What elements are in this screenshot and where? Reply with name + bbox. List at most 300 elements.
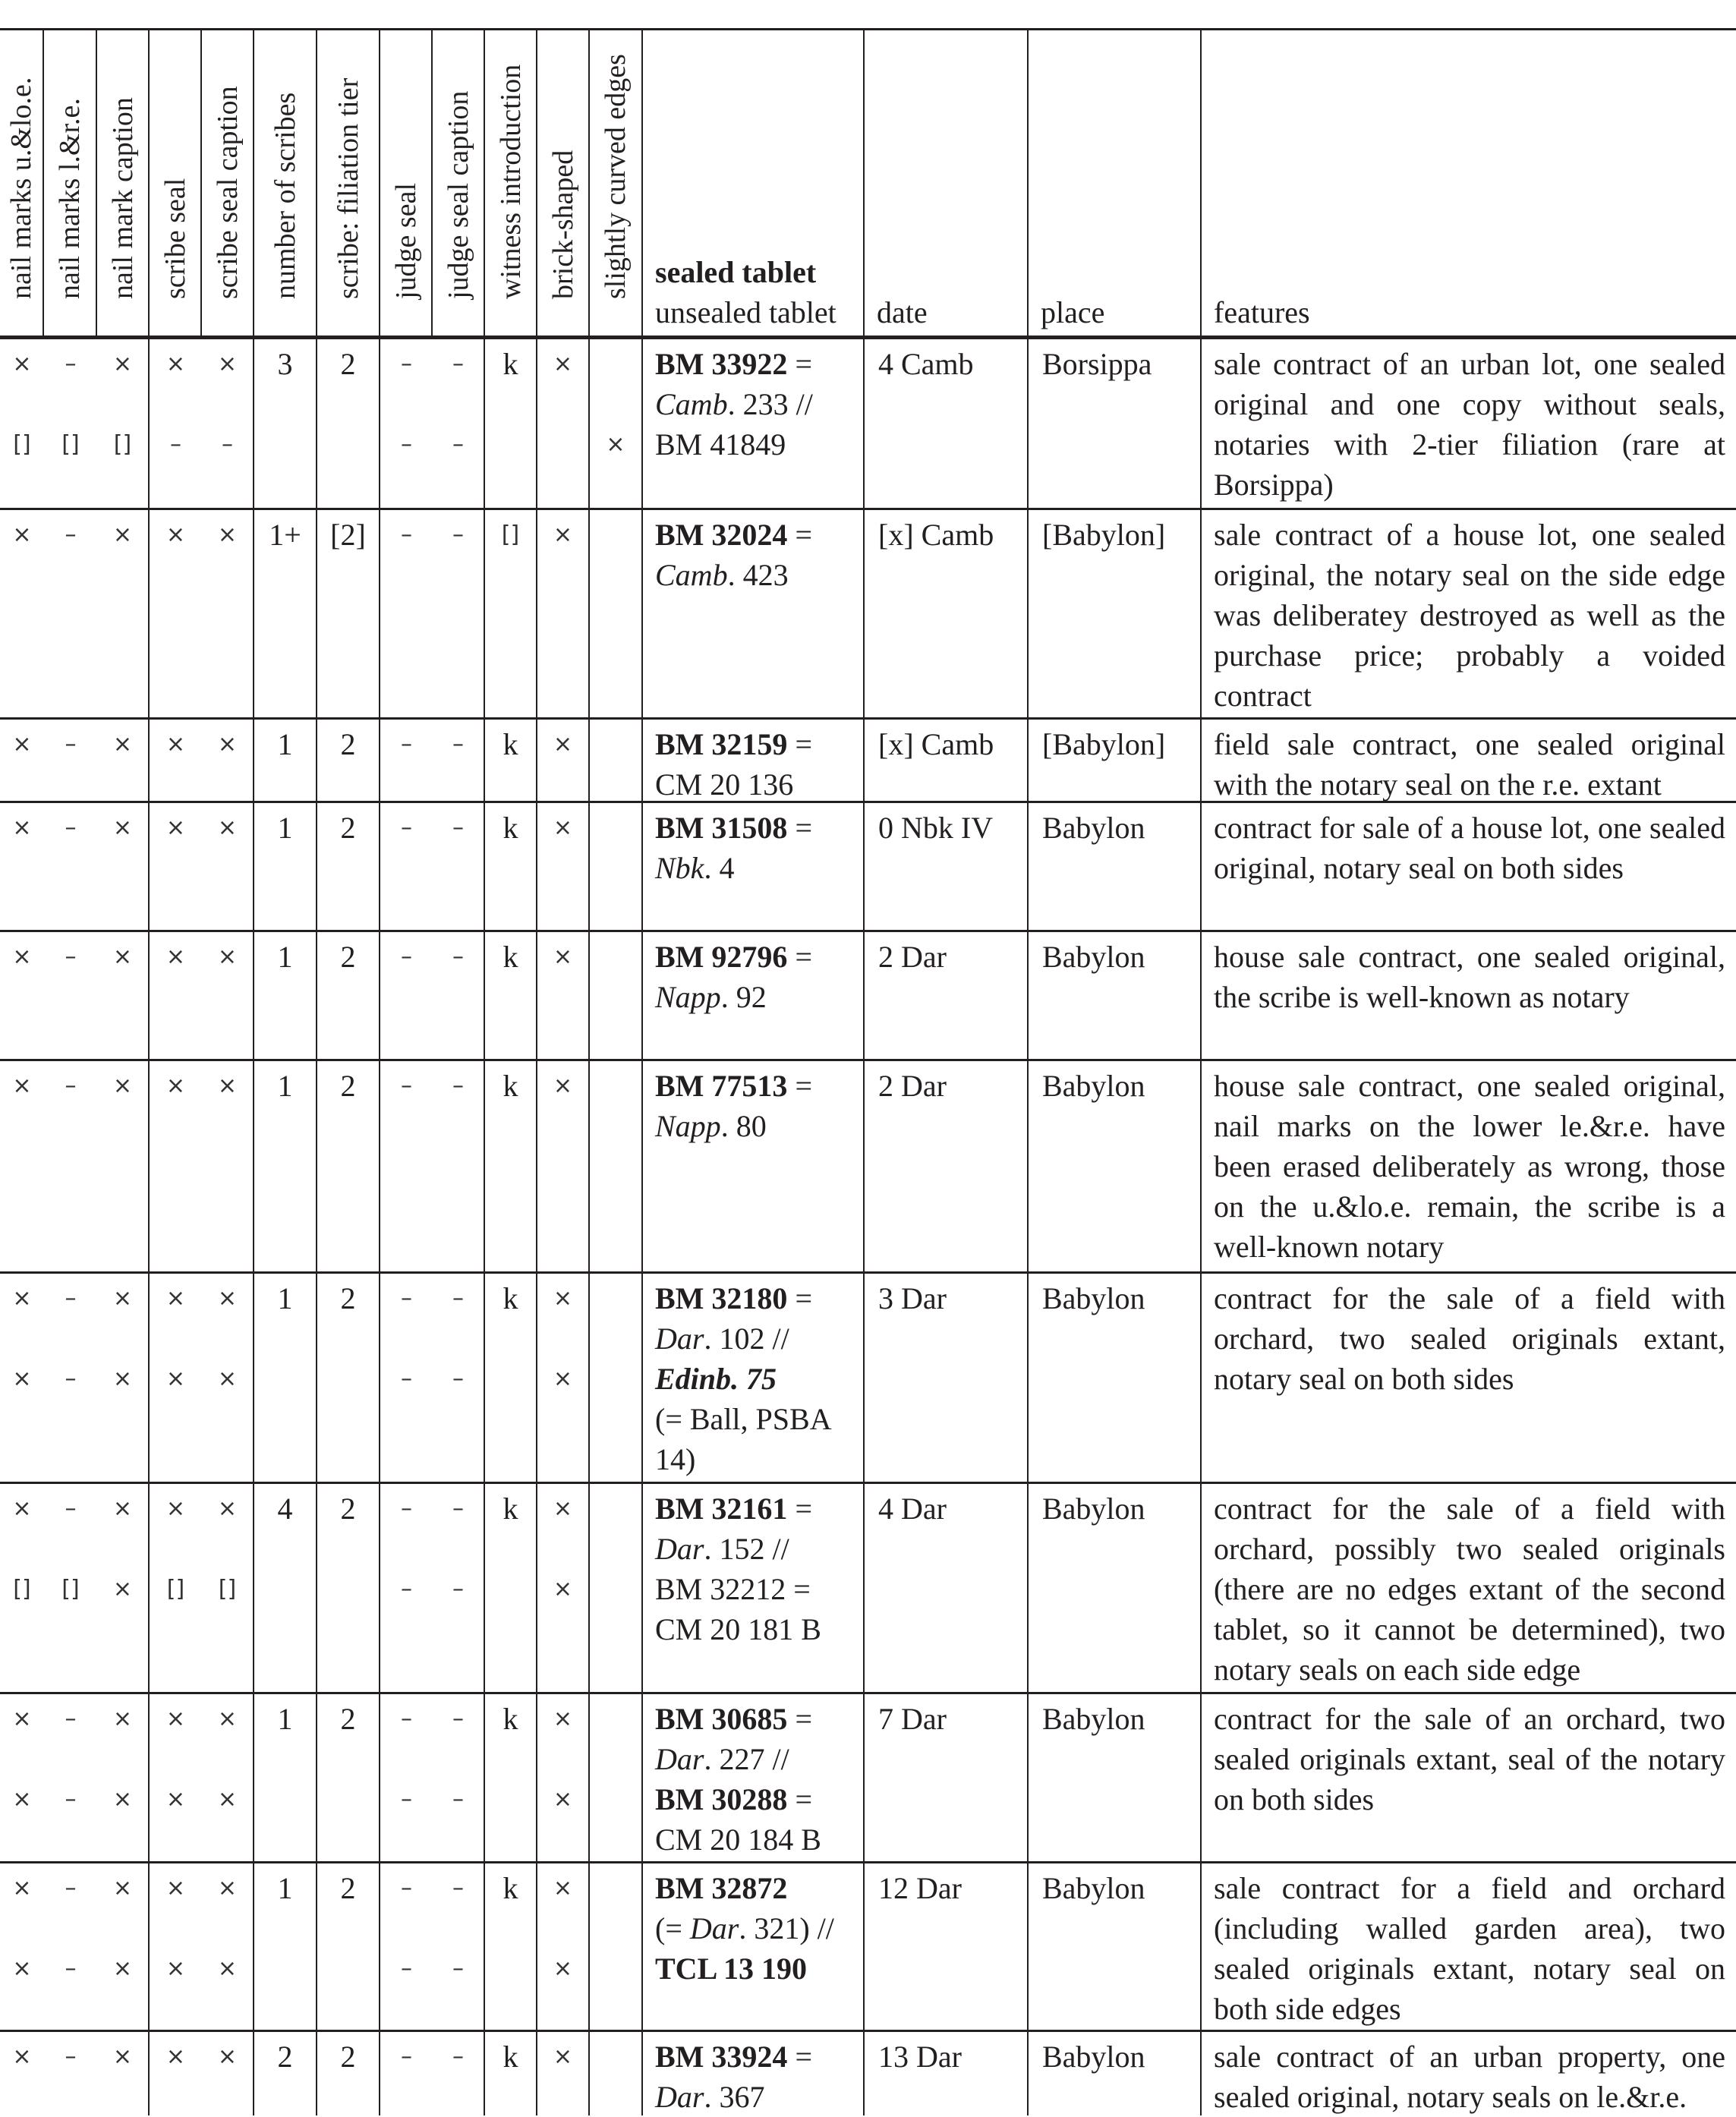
cell-features bbox=[1202, 339, 1736, 508]
tablet-reference bbox=[655, 344, 852, 465]
header-cell-witness-intro bbox=[485, 30, 537, 336]
mark-value: 2 bbox=[340, 1492, 356, 1526]
cell-judge-seal bbox=[380, 803, 433, 930]
cell-date bbox=[865, 1484, 1029, 1692]
mark-value: – bbox=[401, 1576, 412, 1602]
cell-scribe-seal bbox=[150, 510, 202, 717]
header-cell-curved-edges bbox=[590, 30, 643, 336]
date-value: [x] Camb bbox=[878, 518, 994, 552]
place-value: Babylon bbox=[1042, 2040, 1145, 2074]
mark-value: – bbox=[452, 1285, 464, 1312]
cell-nail-ulo bbox=[0, 1274, 44, 1482]
table-row bbox=[0, 1863, 1736, 2032]
mark-value: – bbox=[65, 1786, 77, 1813]
mark-value: × bbox=[112, 1955, 133, 1982]
place-value: Babylon bbox=[1042, 1492, 1145, 1526]
mark-value: × bbox=[553, 944, 573, 970]
vertical-header-wrap bbox=[0, 30, 43, 329]
mark-value: – bbox=[452, 1706, 464, 1732]
tablet-reference-segment: BM 32161 bbox=[655, 1492, 788, 1526]
mark-value: × bbox=[217, 1706, 238, 1732]
mark-value: × bbox=[553, 731, 573, 758]
mark-value: 2 bbox=[340, 347, 356, 381]
mark-value: 1 bbox=[277, 940, 293, 974]
tablet-reference-segment: . 102 // bbox=[704, 1322, 789, 1356]
mark-value: – bbox=[65, 731, 77, 758]
mark-value: – bbox=[452, 731, 464, 758]
cell-brick-shaped bbox=[537, 1694, 590, 1861]
column-header-label: number of scribes bbox=[269, 92, 301, 299]
cell-date bbox=[865, 932, 1029, 1059]
cell-features bbox=[1202, 510, 1736, 717]
cell-nail-lr bbox=[44, 1274, 97, 1482]
mark-value: – bbox=[452, 1576, 464, 1602]
place-value: [Babylon] bbox=[1042, 518, 1166, 552]
cell-place bbox=[1029, 510, 1202, 717]
mark-value: × bbox=[553, 1073, 573, 1099]
cell-nail-caption bbox=[97, 1694, 150, 1861]
table-row bbox=[0, 1061, 1736, 1274]
cell-filiation-tier bbox=[317, 1061, 380, 1271]
cell-witness-intro bbox=[485, 1694, 537, 1861]
mark-value: × bbox=[112, 731, 133, 758]
mark-value: × bbox=[165, 1495, 186, 1522]
tablet-reference-segment: Dar bbox=[655, 1742, 704, 1776]
mark-value: × bbox=[553, 351, 573, 377]
cell-place bbox=[1029, 803, 1202, 930]
mark-value: × bbox=[112, 1786, 133, 1813]
cell-brick-shaped bbox=[537, 1274, 590, 1482]
features-text: field sale contract, one sealed original with the notary seal on the r.e. extant bbox=[1214, 727, 1725, 802]
date-value: 12 Dar bbox=[878, 1871, 962, 1905]
tablet-reference-line bbox=[655, 1739, 852, 1779]
mark-value: × bbox=[553, 1285, 573, 1312]
cell-features bbox=[1202, 803, 1736, 930]
mark-value: k bbox=[503, 2040, 518, 2074]
cell-tablet bbox=[643, 720, 865, 801]
place-value: Borsippa bbox=[1042, 347, 1152, 381]
tablet-reference-line bbox=[655, 2077, 852, 2117]
mark-value: k bbox=[503, 940, 518, 974]
tablet-reference-segment: TCL 13 190 bbox=[655, 1952, 808, 1986]
header-cell-scribe-seal-caption bbox=[202, 30, 254, 336]
tablet-reference-segment: BM 41849 bbox=[655, 427, 786, 462]
tablet-reference-segment: . 423 bbox=[727, 558, 789, 592]
tablet-reference-segment: Dar bbox=[655, 1532, 704, 1566]
table-row bbox=[0, 339, 1736, 510]
cell-filiation-tier bbox=[317, 2032, 380, 2115]
tablet-reference-segment: BM 33922 bbox=[655, 347, 788, 381]
mark-value: [] bbox=[113, 431, 132, 458]
tablet-reference bbox=[655, 1699, 852, 1860]
mark-value: × bbox=[217, 944, 238, 970]
column-header-label: brick-shaped bbox=[547, 150, 579, 299]
mark-value: × bbox=[112, 1495, 133, 1522]
table-row bbox=[0, 803, 1736, 932]
cell-nail-ulo bbox=[0, 932, 44, 1059]
mark-value: – bbox=[65, 521, 77, 548]
mark-value: × bbox=[112, 521, 133, 548]
mark-value: × bbox=[12, 1706, 32, 1732]
cell-brick-shaped bbox=[537, 932, 590, 1059]
mark-value: – bbox=[222, 431, 233, 458]
mark-value: – bbox=[401, 1706, 412, 1732]
cell-nail-lr bbox=[44, 1694, 97, 1861]
cell-scribe-seal-caption bbox=[202, 1061, 254, 1271]
tablet-reference-line bbox=[655, 1359, 852, 1399]
tablet-reference-line bbox=[655, 1439, 852, 1479]
tablet-reference-segment: BM 33924 bbox=[655, 2040, 788, 2074]
tablet-reference-segment: . 152 // bbox=[704, 1532, 789, 1566]
mark-value: – bbox=[65, 1706, 77, 1732]
tablet-reference-line bbox=[655, 1819, 852, 1860]
cell-nail-lr bbox=[44, 339, 97, 508]
mark-value: [] bbox=[61, 431, 80, 458]
vertical-header-wrap bbox=[590, 30, 641, 329]
cell-filiation-tier bbox=[317, 1484, 380, 1692]
cell-nail-caption bbox=[97, 339, 150, 508]
mark-value: × bbox=[217, 1073, 238, 1099]
tablet-reference-segment: 14) bbox=[655, 1442, 696, 1476]
cell-curved-edges bbox=[590, 1274, 643, 1482]
mark-value: 2 bbox=[340, 940, 356, 974]
place-value: Babylon bbox=[1042, 1281, 1145, 1315]
tablet-reference-segment: Napp bbox=[655, 1109, 721, 1143]
mark-value: – bbox=[452, 1495, 464, 1522]
tablet-reference-segment: CM 20 184 B bbox=[655, 1822, 821, 1857]
features-text: contract for the sale of a field with orchard, two sealed originals extant, notary seal on both sides bbox=[1214, 1281, 1725, 1396]
mark-value: × bbox=[112, 351, 133, 377]
cell-tablet bbox=[643, 932, 865, 1059]
tablet-reference bbox=[655, 515, 852, 595]
table-row bbox=[0, 932, 1736, 1061]
tablet-reference-segment: BM 31508 bbox=[655, 811, 788, 845]
mark-value: × bbox=[165, 2043, 186, 2070]
mark-value: × bbox=[12, 1285, 32, 1312]
cell-nail-caption bbox=[97, 2032, 150, 2115]
cell-place bbox=[1029, 339, 1202, 508]
cell-curved-edges bbox=[590, 932, 643, 1059]
header-cell-nail-ulo bbox=[0, 30, 44, 336]
mark-value: – bbox=[452, 351, 464, 377]
tablet-reference-line bbox=[655, 1489, 852, 1529]
mark-value: – bbox=[65, 2043, 77, 2070]
mark-value: × bbox=[553, 1495, 573, 1522]
mark-value: 2 bbox=[340, 1871, 356, 1905]
header-cell-nail-lr bbox=[44, 30, 97, 336]
mark-value: × bbox=[217, 1285, 238, 1312]
mark-value: × bbox=[217, 1955, 238, 1982]
tablet-reference-line bbox=[655, 1399, 852, 1439]
mark-value: × bbox=[112, 1366, 133, 1392]
cell-judge-seal-caption bbox=[433, 1274, 485, 1482]
cell-scribe-seal bbox=[150, 1061, 202, 1271]
mark-value: × bbox=[165, 1955, 186, 1982]
date-value: 4 Camb bbox=[878, 347, 974, 381]
table-row bbox=[0, 720, 1736, 803]
table-row bbox=[0, 1694, 1736, 1863]
tablet-reference-line bbox=[655, 1106, 852, 1146]
place-value: [Babylon] bbox=[1042, 727, 1166, 761]
mark-value: × bbox=[165, 351, 186, 377]
tablet-reference-segment: BM 30685 bbox=[655, 1702, 788, 1736]
cell-num-scribes bbox=[254, 339, 317, 508]
tablet-reference-line bbox=[655, 977, 852, 1017]
mark-value: [] bbox=[13, 431, 31, 458]
tablet-reference-segment: BM 32872 bbox=[655, 1871, 788, 1905]
tablet-reference-segment: . 92 bbox=[720, 980, 767, 1014]
mark-value: × bbox=[217, 351, 238, 377]
tablet-reference-segment: = bbox=[787, 811, 812, 845]
tablet-reference-segment: . 227 // bbox=[704, 1742, 789, 1776]
tablet-reference-segment: . 321) // bbox=[739, 1911, 834, 1945]
cell-features bbox=[1202, 1274, 1736, 1482]
mark-value: × bbox=[112, 1576, 133, 1602]
column-header-label-text: features bbox=[1214, 295, 1310, 329]
table-header bbox=[0, 28, 1736, 339]
mark-value: × bbox=[217, 2043, 238, 2070]
cell-filiation-tier bbox=[317, 1863, 380, 2030]
cell-judge-seal bbox=[380, 1484, 433, 1692]
cell-scribe-seal bbox=[150, 2032, 202, 2115]
mark-value: × bbox=[606, 431, 625, 458]
cell-filiation-tier bbox=[317, 1694, 380, 1861]
mark-value: × bbox=[12, 814, 32, 841]
cell-place bbox=[1029, 1484, 1202, 1692]
cell-witness-intro bbox=[485, 720, 537, 801]
cell-tablet bbox=[643, 1484, 865, 1692]
tablet-reference-line bbox=[655, 1779, 852, 1819]
place-value: Babylon bbox=[1042, 811, 1145, 845]
features-text: contract for sale of a house lot, one sealed original, notary seal on both sides bbox=[1214, 811, 1725, 885]
mark-value: × bbox=[217, 814, 238, 841]
mark-value: × bbox=[165, 1706, 186, 1732]
column-header-label: judge seal bbox=[389, 182, 422, 299]
cell-judge-seal-caption bbox=[433, 2032, 485, 2115]
cell-features bbox=[1202, 932, 1736, 1059]
tablet-reference-segment: BM 32180 bbox=[655, 1281, 788, 1315]
mark-value: – bbox=[170, 431, 181, 458]
mark-value: – bbox=[401, 521, 412, 548]
mark-value: × bbox=[165, 1875, 186, 1901]
mark-value: k bbox=[503, 811, 518, 845]
tablet-reference-segment: CM 20 181 B bbox=[655, 1612, 821, 1646]
cell-curved-edges bbox=[590, 1863, 643, 2030]
cell-date bbox=[865, 339, 1029, 508]
mark-value: – bbox=[401, 351, 412, 377]
mark-value: k bbox=[503, 727, 518, 761]
tablet-reference-line bbox=[655, 1609, 852, 1649]
mark-value: × bbox=[12, 2043, 32, 2070]
column-header-label-text: place bbox=[1041, 295, 1105, 329]
mark-value: – bbox=[65, 1495, 77, 1522]
vertical-header-wrap bbox=[97, 30, 148, 329]
mark-value: × bbox=[553, 1875, 573, 1901]
mark-value: 2 bbox=[277, 2040, 293, 2074]
tablet-reference-line bbox=[655, 1908, 852, 1948]
mark-value: – bbox=[452, 1955, 464, 1982]
cell-nail-lr bbox=[44, 1484, 97, 1692]
table-row bbox=[0, 2032, 1736, 2115]
mark-value: 1 bbox=[277, 1702, 293, 1736]
mark-value: × bbox=[165, 1285, 186, 1312]
cell-nail-caption bbox=[97, 932, 150, 1059]
cell-scribe-seal-caption bbox=[202, 932, 254, 1059]
tablet-reference-segment: . 80 bbox=[720, 1109, 767, 1143]
mark-value: × bbox=[165, 1786, 186, 1813]
cell-curved-edges bbox=[590, 1061, 643, 1271]
cell-judge-seal-caption bbox=[433, 510, 485, 717]
cell-features bbox=[1202, 1061, 1736, 1271]
cell-nail-lr bbox=[44, 803, 97, 930]
tablet-reference bbox=[655, 1868, 852, 1989]
mark-value: – bbox=[452, 431, 464, 458]
cell-place bbox=[1029, 932, 1202, 1059]
mark-value: 1 bbox=[277, 1069, 293, 1103]
tablet-reference-line bbox=[655, 1948, 852, 1989]
cell-judge-seal-caption bbox=[433, 720, 485, 801]
tablet-reference-segment: = bbox=[787, 1069, 812, 1103]
mark-value: – bbox=[65, 1875, 77, 1901]
cell-nail-caption bbox=[97, 803, 150, 930]
cell-nail-ulo bbox=[0, 1484, 44, 1692]
column-header-label: scribe: filiation tier bbox=[332, 77, 364, 299]
table-row bbox=[0, 1484, 1736, 1694]
tablet-reference-segment: BM 32024 bbox=[655, 518, 788, 552]
column-header-label: scribe seal caption bbox=[211, 86, 244, 299]
mark-value: × bbox=[553, 1706, 573, 1732]
tablet-reference-segment: = bbox=[787, 1281, 812, 1315]
cell-tablet bbox=[643, 1061, 865, 1271]
mark-value: × bbox=[217, 1875, 238, 1901]
tablet-reference-segment: = bbox=[787, 347, 812, 381]
date-value: 2 Dar bbox=[878, 1069, 947, 1103]
mark-value: – bbox=[65, 351, 77, 377]
cell-scribe-seal-caption bbox=[202, 803, 254, 930]
tablet-reference-segment: = bbox=[787, 2040, 812, 2074]
mark-value: × bbox=[553, 2043, 573, 2070]
tablet-reference-segment: Dar bbox=[655, 1322, 704, 1356]
cell-filiation-tier bbox=[317, 510, 380, 717]
tablet-reference-line bbox=[655, 808, 852, 848]
header-cell-nail-caption bbox=[97, 30, 150, 336]
vertical-header-wrap bbox=[433, 30, 484, 329]
cell-scribe-seal bbox=[150, 339, 202, 508]
cell-features bbox=[1202, 1694, 1736, 1861]
cell-witness-intro bbox=[485, 1061, 537, 1271]
column-header-label: judge seal caption bbox=[442, 90, 474, 299]
header-cell-features bbox=[1202, 30, 1736, 336]
cell-judge-seal bbox=[380, 720, 433, 801]
cell-judge-seal bbox=[380, 339, 433, 508]
mark-value: – bbox=[65, 1073, 77, 1099]
column-header-label: witness introduction bbox=[494, 64, 527, 299]
mark-value: – bbox=[65, 814, 77, 841]
features-text: contract for the sale of a field with orchard, possibly two sealed originals (there are no edges extant of the second tablet, so it cannot be determined), two notary seals on each side edge bbox=[1214, 1492, 1725, 1687]
cell-curved-edges bbox=[590, 803, 643, 930]
mark-value: 2 bbox=[340, 2040, 356, 2074]
tablet-reference-segment: BM 32212 = bbox=[655, 1572, 811, 1606]
cell-nail-ulo bbox=[0, 1061, 44, 1271]
mark-value: [] bbox=[501, 521, 520, 548]
features-text: sale contract of an urban property, one sealed original, notary seals on le.&r.e. bbox=[1214, 2040, 1725, 2114]
table-row bbox=[0, 1274, 1736, 1484]
cell-witness-intro bbox=[485, 2032, 537, 2115]
cell-filiation-tier bbox=[317, 339, 380, 508]
mark-value: × bbox=[165, 731, 186, 758]
date-value: [x] Camb bbox=[878, 727, 994, 761]
cell-scribe-seal bbox=[150, 1694, 202, 1861]
mark-value: – bbox=[452, 521, 464, 548]
header-cell-judge-seal-caption bbox=[433, 30, 485, 336]
cell-filiation-tier bbox=[317, 720, 380, 801]
column-header-label-bold: sealed tablet bbox=[655, 255, 817, 289]
cell-curved-edges bbox=[590, 1694, 643, 1861]
place-value: Babylon bbox=[1042, 1069, 1145, 1103]
mark-value: × bbox=[12, 1875, 32, 1901]
mark-value: [] bbox=[166, 1576, 185, 1602]
cell-date bbox=[865, 2032, 1029, 2115]
mark-value: × bbox=[12, 944, 32, 970]
mark-value: × bbox=[12, 1366, 32, 1392]
mark-value: 2 bbox=[340, 1702, 356, 1736]
column-header-label bbox=[655, 252, 836, 332]
cell-filiation-tier bbox=[317, 803, 380, 930]
mark-value: – bbox=[401, 431, 412, 458]
column-header-label bbox=[1041, 292, 1104, 332]
mark-value: – bbox=[452, 1875, 464, 1901]
features-text: sale contract of a house lot, one sealed original, the notary seal on the side edge was deliberatey destroyed as well as the purchase price; probably a voided contract bbox=[1214, 518, 1725, 713]
mark-value: × bbox=[217, 1366, 238, 1392]
date-value: 13 Dar bbox=[878, 2040, 962, 2074]
tablet-reference-line bbox=[655, 1278, 852, 1318]
mark-value: – bbox=[401, 1285, 412, 1312]
cell-curved-edges bbox=[590, 2032, 643, 2115]
mark-value: × bbox=[112, 1706, 133, 1732]
tablet-reference-segment: = bbox=[787, 1492, 812, 1526]
vertical-header-wrap bbox=[485, 30, 536, 329]
cell-brick-shaped bbox=[537, 1863, 590, 2030]
mark-value: [] bbox=[218, 1576, 237, 1602]
cell-nail-caption bbox=[97, 720, 150, 801]
column-header-label-text: date bbox=[877, 295, 928, 329]
cell-nail-lr bbox=[44, 720, 97, 801]
mark-value: – bbox=[401, 1875, 412, 1901]
cell-scribe-seal-caption bbox=[202, 339, 254, 508]
cell-judge-seal-caption bbox=[433, 932, 485, 1059]
cell-place bbox=[1029, 720, 1202, 801]
cell-num-scribes bbox=[254, 2032, 317, 2115]
cell-scribe-seal-caption bbox=[202, 1863, 254, 2030]
vertical-header-wrap bbox=[254, 30, 316, 329]
cell-nail-caption bbox=[97, 1484, 150, 1692]
mark-value: × bbox=[12, 1786, 32, 1813]
mark-value: k bbox=[503, 1492, 518, 1526]
cell-num-scribes bbox=[254, 932, 317, 1059]
cell-date bbox=[865, 1061, 1029, 1271]
mark-value: – bbox=[452, 814, 464, 841]
tablet-reference-segment: Camb bbox=[655, 558, 728, 592]
header-cell-place bbox=[1029, 30, 1202, 336]
mark-value: × bbox=[553, 1576, 573, 1602]
cell-judge-seal-caption bbox=[433, 1061, 485, 1271]
column-header-label: nail mark caption bbox=[106, 97, 139, 299]
cell-judge-seal bbox=[380, 1274, 433, 1482]
cell-judge-seal bbox=[380, 510, 433, 717]
vertical-header-wrap bbox=[150, 30, 200, 329]
date-value: 4 Dar bbox=[878, 1492, 947, 1526]
cell-nail-ulo bbox=[0, 339, 44, 508]
